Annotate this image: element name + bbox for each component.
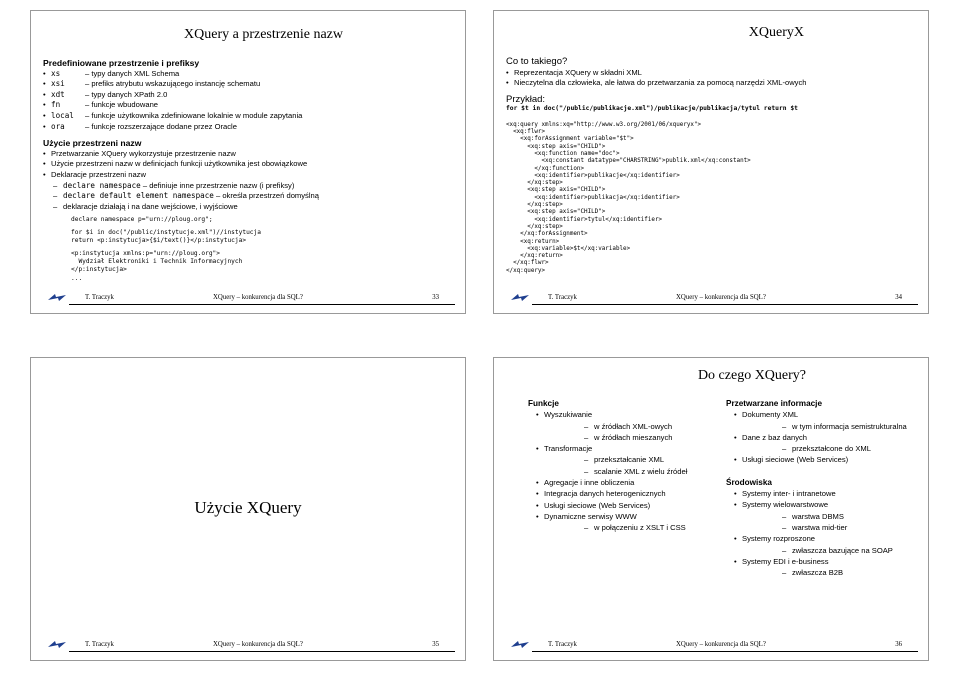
page-number: 34 bbox=[895, 294, 902, 301]
column-heading: Funkcje bbox=[528, 399, 559, 408]
sub-item: – przekształcanie XML bbox=[584, 455, 665, 465]
bullet-item: • Reprezentacja XQuery w składni XML bbox=[506, 67, 642, 77]
slide-36 bbox=[493, 357, 929, 661]
slide-title: Do czego XQuery? bbox=[697, 368, 806, 383]
code-block: for $i in doc("/public/instytucje.xml")//instytucja return <p:instytucja>{$i/text()}</p:instytucja> bbox=[71, 228, 261, 245]
bullet-item: • Dane z baz danych bbox=[734, 432, 808, 442]
bullet-item: • Deklaracje przestrzeni nazw bbox=[43, 169, 146, 179]
logo-icon bbox=[47, 640, 67, 649]
column-heading: Przetwarzane informacje bbox=[726, 399, 823, 408]
slide-title: XQueryX bbox=[748, 25, 804, 40]
footer-author: T. Traczyk bbox=[85, 641, 114, 648]
bullet-item: • Transformacje bbox=[536, 444, 593, 454]
code-block: declare namespace p="urn://ploug.org"; bbox=[71, 216, 213, 224]
page-number: 35 bbox=[432, 641, 439, 648]
xml-code: <xq:query xmlns:xq="http://www.w3.org/2001/06/xqueryx"> <xq:flwr> <xq:forAssignment variable="$t"> <xq:step axis="CHILD"> <xq:function name="doc"> <xq:constant datatype="CHARSTRING">publik.xml</xq:constant> </xq:function> <xq:identifier>publikacje</xq:identifier> </xq:step> <xq:step axis="CHILD"> <xq:identifier>publikacja</xq:identifier> </xq:step> <xq:step axis="CHILD"> <xq:identifier>tytul</xq:identifier> </xq:step> </xq:forAssignment> <xq:return> <xq:variable>$t</xq:variable> </xq:return> </xq:flwr> </xq:query> bbox=[506, 121, 751, 274]
footer-title: XQuery – konkurencja dla SQL? bbox=[676, 641, 766, 648]
prefix-item: • local – funkcje użytkownika zdefiniowane lokalnie w module zapytania bbox=[43, 110, 303, 120]
bullet-item: • Integracja danych heterogenicznych bbox=[536, 489, 666, 499]
slide-content bbox=[43, 56, 455, 283]
sub-item: – declare namespace – definiuje inne przestrzenie nazw (i prefiksy) bbox=[53, 180, 295, 190]
footer-title: XQuery – konkurencja dla SQL? bbox=[213, 294, 303, 301]
sub-item: – deklaracje działają i na dane wejściowe, i wyjściowe bbox=[53, 201, 238, 211]
logo-icon bbox=[510, 293, 530, 302]
slide-footer bbox=[508, 292, 918, 306]
slide-footer bbox=[45, 292, 455, 306]
section-heading: Użycie przestrzeni nazw bbox=[43, 138, 142, 149]
footer-author: T. Traczyk bbox=[85, 294, 114, 301]
slide-content bbox=[506, 55, 918, 275]
sub-item: – zwłaszcza B2B bbox=[782, 568, 844, 578]
prefix-item: • xsi – prefiks atrybutu wskazującego instancję schematu bbox=[43, 79, 261, 89]
bullet-item: • Dokumenty XML bbox=[734, 410, 799, 420]
sub-item: – w tym informacja semistrukturalna bbox=[782, 421, 907, 431]
footer-title: XQuery – konkurencja dla SQL? bbox=[676, 294, 766, 301]
footer-author: T. Traczyk bbox=[548, 294, 577, 301]
slide-footer bbox=[45, 639, 455, 653]
slide-33 bbox=[30, 10, 466, 314]
footer-author: T. Traczyk bbox=[548, 641, 577, 648]
bullet-item: • Systemy inter- i intranetowe bbox=[734, 489, 836, 499]
code-block: <p:instytucja xmlns:p="urn://ploug.org"> Wydział Elektroniki i Technik Informacyjnych </p:instytucja> ... bbox=[71, 249, 243, 282]
bullet-item: • Systemy EDI i e-business bbox=[734, 556, 829, 566]
sub-item: – w źródłach XML-owych bbox=[584, 421, 673, 431]
sub-item: – warstwa mid-tier bbox=[782, 522, 848, 532]
section-heading: Przykład: bbox=[506, 93, 546, 105]
sub-item: – zwłaszcza bazujące na SOAP bbox=[782, 545, 893, 555]
footer-title: XQuery – konkurencja dla SQL? bbox=[213, 641, 303, 648]
sub-item: – przekształcone do XML bbox=[782, 444, 871, 454]
column-heading: Środowiska bbox=[726, 477, 772, 487]
slide-title: Użycie XQuery bbox=[194, 498, 302, 517]
bullet-item: • Użycie przestrzeni nazw w definicjach funkcji użytkownika jest obowiązkowe bbox=[43, 159, 308, 169]
bullet-item: • Wyszukiwanie bbox=[536, 410, 593, 420]
slide-34 bbox=[493, 10, 929, 314]
bullet-item: • Systemy rozproszone bbox=[734, 534, 816, 544]
page-number: 36 bbox=[895, 641, 902, 648]
prefix-item: • ora – funkcje rozszerzające dodane przez Oracle bbox=[43, 121, 237, 131]
logo-icon bbox=[510, 640, 530, 649]
sub-item: – warstwa DBMS bbox=[782, 511, 844, 521]
right-column bbox=[726, 398, 916, 578]
prefix-item: • xs – typy danych XML Schema bbox=[43, 68, 180, 78]
query-code: for $t in doc("/public/publikacje.xml")/publikacje/publikacja/tytul return $t bbox=[506, 105, 798, 113]
slide-title: XQuery a przestrzenie nazw bbox=[184, 27, 343, 42]
logo-icon bbox=[47, 293, 67, 302]
section-heading: Co to takiego? bbox=[506, 56, 568, 67]
bullet-item: • Przetwarzanie XQuery wykorzystuje przestrzenie nazw bbox=[43, 148, 236, 158]
bullet-item: • Usługi sieciowe (Web Services) bbox=[734, 455, 849, 465]
sub-item: – w połączeniu z XSLT i CSS bbox=[584, 523, 686, 533]
prefix-item: • fn – funkcje wbudowane bbox=[43, 100, 159, 110]
section-heading: Predefiniowane przestrzenie i prefiksy bbox=[43, 58, 200, 68]
slide-35 bbox=[30, 357, 466, 661]
slide-footer bbox=[508, 639, 918, 653]
bullet-item: • Dynamiczne serwisy WWW bbox=[536, 511, 637, 521]
left-column bbox=[528, 398, 718, 534]
bullet-item: • Usługi sieciowe (Web Services) bbox=[536, 500, 651, 510]
sub-item: – scalanie XML z wielu źródeł bbox=[584, 466, 688, 476]
bullet-item: • Systemy wielowarstwowe bbox=[734, 500, 829, 510]
sub-item: – w źródłach mieszanych bbox=[584, 432, 673, 442]
prefix-item: • xdt – typy danych XPath 2.0 bbox=[43, 89, 168, 99]
page-number: 33 bbox=[432, 294, 439, 301]
sub-item: – declare default element namespace – określa przestrzeń domyślną bbox=[53, 191, 319, 201]
bullet-item: • Nieczytelna dla człowieka, ale łatwa do przetwarzania za pomocą narzędzi XML-owych bbox=[506, 78, 807, 88]
bullet-item: • Agregacje i inne obliczenia bbox=[536, 478, 635, 488]
